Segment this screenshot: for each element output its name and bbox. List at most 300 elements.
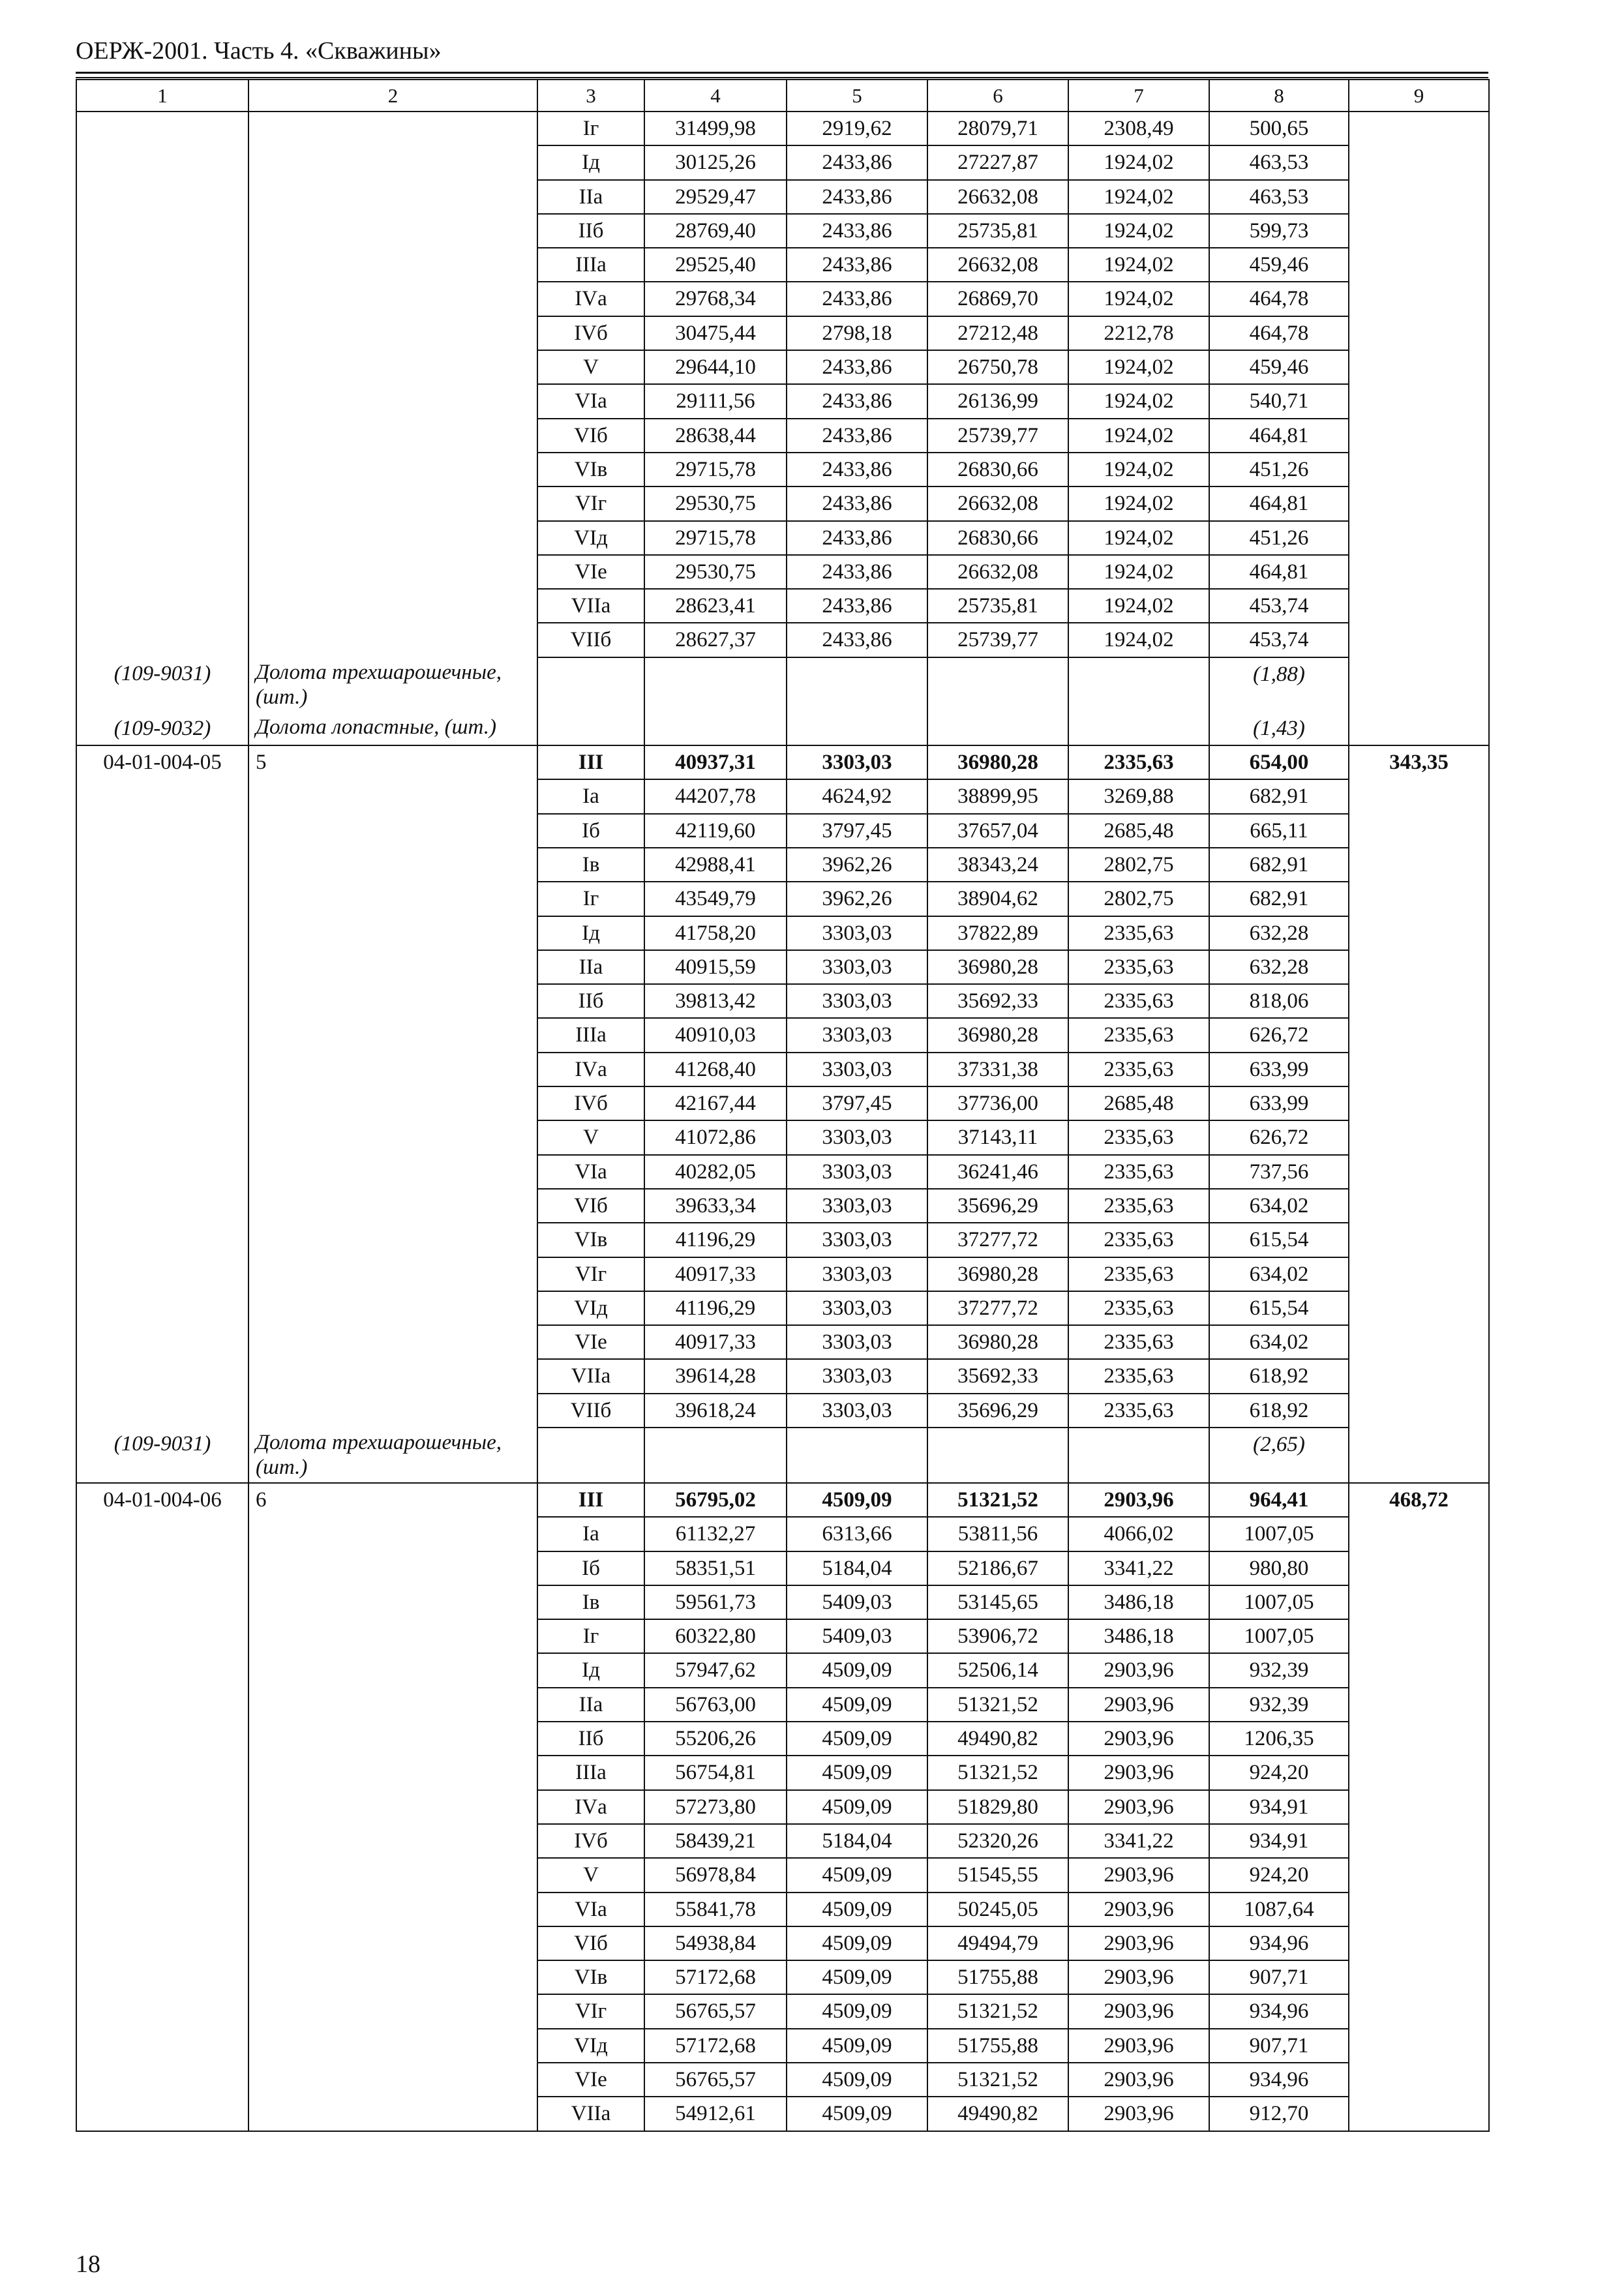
value-cell: 37736,00 — [927, 1086, 1068, 1120]
value-cell: 36241,46 — [927, 1155, 1068, 1189]
table-row — [76, 2097, 1489, 2131]
zone-cell: V — [537, 1120, 644, 1154]
total-cell — [1349, 1517, 1489, 1551]
value-cell: 4509,09 — [787, 1756, 927, 1789]
table-row — [76, 1893, 1489, 1926]
value-cell: 56795,02 — [644, 1483, 787, 1517]
value-cell: 29530,75 — [644, 486, 787, 520]
rate-name-empty — [248, 180, 537, 214]
value-cell: 28623,41 — [644, 589, 787, 623]
value-cell: 38904,62 — [927, 882, 1068, 916]
value-cell: 632,28 — [1209, 916, 1349, 950]
value-cell: 5184,04 — [787, 1551, 927, 1585]
rate-name-empty — [248, 1688, 537, 1722]
rate-code-empty — [76, 1653, 248, 1687]
value-cell: 3303,03 — [787, 1189, 927, 1223]
table-row — [76, 1325, 1489, 1359]
rate-name-empty — [248, 1551, 537, 1585]
value-cell: 2433,86 — [787, 384, 927, 418]
zone-cell: IVа — [537, 1053, 644, 1086]
value-cell: 934,96 — [1209, 1994, 1349, 2028]
table-row — [76, 214, 1489, 248]
rate-code-empty — [76, 623, 248, 657]
total-cell — [1349, 950, 1489, 984]
rate-name-empty — [248, 214, 537, 248]
zone-cell: IVб — [537, 1824, 644, 1858]
rate-code-empty — [76, 1325, 248, 1359]
value-cell: 56765,57 — [644, 2063, 787, 2097]
total-cell — [1349, 1359, 1489, 1393]
zone-cell: VIIа — [537, 2097, 644, 2131]
value-cell: 26869,70 — [927, 282, 1068, 316]
value-cell: 35692,33 — [927, 984, 1068, 1018]
value-cell: 51755,88 — [927, 1960, 1068, 1994]
total-cell — [1349, 180, 1489, 214]
table-row — [76, 779, 1489, 813]
total-cell — [1349, 1653, 1489, 1687]
value-cell: 28079,71 — [927, 112, 1068, 145]
value-cell: 40917,33 — [644, 1257, 787, 1291]
table-row — [76, 282, 1489, 316]
table-row — [76, 1551, 1489, 1585]
total-cell — [1349, 1223, 1489, 1257]
value-cell: 40937,31 — [644, 745, 787, 779]
zone-cell: VIг — [537, 1994, 644, 2028]
table-row-main — [76, 1483, 1489, 1517]
rate-name-empty — [248, 1394, 537, 1428]
rate-code-empty — [76, 1858, 248, 1892]
table-row — [76, 1155, 1489, 1189]
zone-cell: V — [537, 1858, 644, 1892]
empty-cell — [1068, 712, 1209, 745]
table-row — [76, 453, 1489, 486]
table-row — [76, 1722, 1489, 1756]
value-cell: 37277,72 — [927, 1223, 1068, 1257]
value-cell: 464,81 — [1209, 555, 1349, 589]
rate-code-empty — [76, 950, 248, 984]
value-cell: 2903,96 — [1068, 1926, 1209, 1960]
rate-name-empty — [248, 453, 537, 486]
value-cell: 51321,52 — [927, 1483, 1068, 1517]
value-cell: 924,20 — [1209, 1756, 1349, 1789]
rate-code-empty — [76, 453, 248, 486]
value-cell: 26830,66 — [927, 521, 1068, 555]
rate-code-empty — [76, 555, 248, 589]
zone-cell: III — [537, 1483, 644, 1517]
value-cell: 30475,44 — [644, 316, 787, 350]
value-cell: 2903,96 — [1068, 1994, 1209, 2028]
value-cell: 451,26 — [1209, 521, 1349, 555]
zone-cell: VIб — [537, 1189, 644, 1223]
value-cell: 2433,86 — [787, 555, 927, 589]
value-cell: 37143,11 — [927, 1120, 1068, 1154]
rate-code-empty — [76, 214, 248, 248]
value-cell: 4509,09 — [787, 1653, 927, 1687]
value-cell: 4509,09 — [787, 1893, 927, 1926]
value-cell: 615,54 — [1209, 1291, 1349, 1325]
value-cell: 29530,75 — [644, 555, 787, 589]
value-cell: 3486,18 — [1068, 1585, 1209, 1619]
total-cell — [1349, 1722, 1489, 1756]
value-cell: 4509,09 — [787, 1858, 927, 1892]
page-number: 18 — [76, 2251, 100, 2278]
rate-code — [76, 112, 248, 145]
value-cell: 5409,03 — [787, 1619, 927, 1653]
table-row — [76, 1926, 1489, 1960]
value-cell: 618,92 — [1209, 1394, 1349, 1428]
total-cell — [1349, 248, 1489, 282]
empty-cell — [537, 657, 644, 712]
zone-cell: IIIа — [537, 1018, 644, 1052]
value-cell: 2903,96 — [1068, 2029, 1209, 2063]
value-cell: 934,91 — [1209, 1790, 1349, 1824]
table-row — [76, 623, 1489, 657]
rate-name-empty — [248, 1223, 537, 1257]
value-cell: 634,02 — [1209, 1325, 1349, 1359]
zone-cell: VIа — [537, 1155, 644, 1189]
value-cell: 453,74 — [1209, 589, 1349, 623]
value-cell: 1924,02 — [1068, 282, 1209, 316]
value-cell: 58439,21 — [644, 1824, 787, 1858]
value-cell: 4509,09 — [787, 1926, 927, 1960]
value-cell: 29715,78 — [644, 521, 787, 555]
value-cell: 2433,86 — [787, 521, 927, 555]
empty-cell — [1068, 1428, 1209, 1483]
value-cell: 28769,40 — [644, 214, 787, 248]
value-cell: 51321,52 — [927, 1994, 1068, 2028]
total-cell — [1349, 589, 1489, 623]
zone-cell: IVа — [537, 1790, 644, 1824]
zone-cell: IIа — [537, 180, 644, 214]
resource-note-row — [76, 712, 1489, 745]
value-cell: 41196,29 — [644, 1291, 787, 1325]
table-row — [76, 882, 1489, 916]
resource-code: (109-9031) — [76, 657, 248, 712]
empty-cell — [787, 1428, 927, 1483]
total-cell — [1349, 453, 1489, 486]
value-cell: 39614,28 — [644, 1359, 787, 1393]
rate-code-empty — [76, 1086, 248, 1120]
value-cell: 2903,96 — [1068, 1790, 1209, 1824]
value-cell: 29111,56 — [644, 384, 787, 418]
empty-cell — [1068, 657, 1209, 712]
rate-code-empty — [76, 145, 248, 179]
value-cell: 39813,42 — [644, 984, 787, 1018]
value-cell: 1924,02 — [1068, 180, 1209, 214]
table-row — [76, 145, 1489, 179]
rate-name-empty — [248, 1926, 537, 1960]
value-cell: 2433,86 — [787, 623, 927, 657]
value-cell: 36980,28 — [927, 745, 1068, 779]
value-cell: 934,96 — [1209, 2063, 1349, 2097]
value-cell: 3303,03 — [787, 1325, 927, 1359]
table-row — [76, 521, 1489, 555]
value-cell: 2433,86 — [787, 214, 927, 248]
zone-cell: VIIб — [537, 1394, 644, 1428]
value-cell: 50245,05 — [927, 1893, 1068, 1926]
rate-code-empty — [76, 1756, 248, 1789]
value-cell: 3303,03 — [787, 1257, 927, 1291]
rate-name-empty — [248, 419, 537, 453]
value-cell: 2335,63 — [1068, 1223, 1209, 1257]
total-cell — [1349, 1018, 1489, 1052]
value-cell: 615,54 — [1209, 1223, 1349, 1257]
empty-cell — [927, 712, 1068, 745]
zone-cell: VIе — [537, 555, 644, 589]
rate-name-empty — [248, 589, 537, 623]
value-cell: 3341,22 — [1068, 1824, 1209, 1858]
value-cell: 3303,03 — [787, 950, 927, 984]
empty-cell — [1349, 657, 1489, 712]
value-cell: 818,06 — [1209, 984, 1349, 1018]
empty-cell — [537, 1428, 644, 1483]
rate-name-empty — [248, 1722, 537, 1756]
resource-note-row — [76, 657, 1489, 712]
value-cell: 924,20 — [1209, 1858, 1349, 1892]
total-cell — [1349, 1325, 1489, 1359]
value-cell: 2335,63 — [1068, 984, 1209, 1018]
table-row — [76, 350, 1489, 384]
zone-cell: IIIа — [537, 1756, 644, 1789]
table-row — [76, 419, 1489, 453]
rate-name-empty — [248, 1653, 537, 1687]
value-cell: 2335,63 — [1068, 1155, 1209, 1189]
column-number-5: 5 — [787, 80, 927, 112]
rate-name-empty — [248, 623, 537, 657]
table-row — [76, 1688, 1489, 1722]
rate-name-empty — [248, 248, 537, 282]
value-cell: 40282,05 — [644, 1155, 787, 1189]
total-cell — [1349, 419, 1489, 453]
zone-cell: VIг — [537, 486, 644, 520]
value-cell: 3303,03 — [787, 1291, 927, 1325]
value-cell: 2335,63 — [1068, 1359, 1209, 1393]
value-cell: 26632,08 — [927, 248, 1068, 282]
value-cell: 3269,88 — [1068, 779, 1209, 813]
zone-cell: Iг — [537, 882, 644, 916]
value-cell: 51755,88 — [927, 2029, 1068, 2063]
resource-code: (109-9031) — [76, 1428, 248, 1483]
total-cell — [1349, 282, 1489, 316]
value-cell: 4509,09 — [787, 1790, 927, 1824]
column-number-4: 4 — [644, 80, 787, 112]
value-cell: 37331,38 — [927, 1053, 1068, 1086]
rate-name-empty — [248, 2097, 537, 2131]
value-cell: 1007,05 — [1209, 1619, 1349, 1653]
value-cell: 51321,52 — [927, 1756, 1068, 1789]
rate-name-empty — [248, 282, 537, 316]
empty-cell — [537, 712, 644, 745]
rate-name-empty — [248, 2029, 537, 2063]
value-cell: 1924,02 — [1068, 384, 1209, 418]
total-cell — [1349, 486, 1489, 520]
total-cell — [1349, 882, 1489, 916]
value-cell: 56978,84 — [644, 1858, 787, 1892]
value-cell: 25739,77 — [927, 623, 1068, 657]
value-cell: 2335,63 — [1068, 1018, 1209, 1052]
value-cell: 2433,86 — [787, 350, 927, 384]
zone-cell: VIе — [537, 1325, 644, 1359]
value-cell: 35696,29 — [927, 1189, 1068, 1223]
value-cell: 737,56 — [1209, 1155, 1349, 1189]
table-row — [76, 1585, 1489, 1619]
value-cell: 1924,02 — [1068, 214, 1209, 248]
value-cell: 36980,28 — [927, 950, 1068, 984]
value-cell: 2335,63 — [1068, 1257, 1209, 1291]
value-cell: 2433,86 — [787, 419, 927, 453]
rate-code-empty — [76, 1189, 248, 1223]
zone-cell: VIIа — [537, 1359, 644, 1393]
value-cell: 682,91 — [1209, 848, 1349, 882]
rate-name-empty — [248, 555, 537, 589]
total-cell — [1349, 112, 1489, 145]
value-cell: 2308,49 — [1068, 112, 1209, 145]
value-cell: 932,39 — [1209, 1688, 1349, 1722]
rate-code-empty — [76, 486, 248, 520]
value-cell: 61132,27 — [644, 1517, 787, 1551]
zone-cell: Iг — [537, 1619, 644, 1653]
table-row — [76, 2063, 1489, 2097]
value-cell: 2433,86 — [787, 145, 927, 179]
value-cell: 2335,63 — [1068, 1325, 1209, 1359]
value-cell: 57947,62 — [644, 1653, 787, 1687]
resource-value: (1,88) — [1209, 657, 1349, 712]
value-cell: 2802,75 — [1068, 882, 1209, 916]
rate-name-empty — [248, 1994, 537, 2028]
total-cell — [1349, 1394, 1489, 1428]
rate-code-empty — [76, 2063, 248, 2097]
zone-cell: Iд — [537, 1653, 644, 1687]
value-cell: 27212,48 — [927, 316, 1068, 350]
rate-name-empty — [248, 2063, 537, 2097]
rate-code-empty — [76, 1257, 248, 1291]
value-cell: 912,70 — [1209, 2097, 1349, 2131]
value-cell: 26632,08 — [927, 486, 1068, 520]
zone-cell: Iб — [537, 814, 644, 848]
value-cell: 26632,08 — [927, 555, 1068, 589]
rate-code-empty — [76, 1688, 248, 1722]
total-cell — [1349, 2097, 1489, 2131]
value-cell: 2335,63 — [1068, 1394, 1209, 1428]
total-cell — [1349, 214, 1489, 248]
zone-cell: Iв — [537, 848, 644, 882]
value-cell: 907,71 — [1209, 1960, 1349, 1994]
value-cell: 2335,63 — [1068, 1120, 1209, 1154]
zone-cell: VIв — [537, 1960, 644, 1994]
value-cell: 907,71 — [1209, 2029, 1349, 2063]
value-cell: 3486,18 — [1068, 1619, 1209, 1653]
header-rule — [76, 72, 1488, 74]
value-cell: 29644,10 — [644, 350, 787, 384]
empty-cell — [644, 657, 787, 712]
rate-code-empty — [76, 384, 248, 418]
rate-name-empty — [248, 916, 537, 950]
empty-cell — [644, 1428, 787, 1483]
resource-value: (1,43) — [1209, 712, 1349, 745]
rate-name: 5 — [248, 745, 537, 779]
value-cell: 2335,63 — [1068, 1291, 1209, 1325]
value-cell: 37277,72 — [927, 1291, 1068, 1325]
value-cell: 1924,02 — [1068, 419, 1209, 453]
value-cell: 1924,02 — [1068, 145, 1209, 179]
empty-cell — [1349, 712, 1489, 745]
value-cell: 599,73 — [1209, 214, 1349, 248]
value-cell: 49494,79 — [927, 1926, 1068, 1960]
value-cell: 1007,05 — [1209, 1517, 1349, 1551]
value-cell: 4509,09 — [787, 2029, 927, 2063]
rate-name-empty — [248, 316, 537, 350]
value-cell: 40915,59 — [644, 950, 787, 984]
value-cell: 451,26 — [1209, 453, 1349, 486]
value-cell: 2903,96 — [1068, 1893, 1209, 1926]
zone-cell: Iг — [537, 112, 644, 145]
zone-cell: IVб — [537, 316, 644, 350]
value-cell: 2433,86 — [787, 282, 927, 316]
zone-cell: VIд — [537, 1291, 644, 1325]
column-number-3: 3 — [537, 80, 644, 112]
value-cell: 464,81 — [1209, 419, 1349, 453]
value-cell: 56763,00 — [644, 1688, 787, 1722]
value-cell: 665,11 — [1209, 814, 1349, 848]
rate-code-empty — [76, 419, 248, 453]
empty-cell — [1349, 1428, 1489, 1483]
table-row — [76, 848, 1489, 882]
table-row — [76, 248, 1489, 282]
zone-cell: VIв — [537, 453, 644, 486]
value-cell: 42988,41 — [644, 848, 787, 882]
value-cell: 459,46 — [1209, 350, 1349, 384]
table-row — [76, 1257, 1489, 1291]
rate-name-empty — [248, 1086, 537, 1120]
zone-cell: VIIб — [537, 623, 644, 657]
value-cell: 4509,09 — [787, 1722, 927, 1756]
value-cell: 3303,03 — [787, 1053, 927, 1086]
value-cell: 29529,47 — [644, 180, 787, 214]
value-cell: 2903,96 — [1068, 1960, 1209, 1994]
value-cell: 4509,09 — [787, 2063, 927, 2097]
value-cell: 3303,03 — [787, 745, 927, 779]
value-cell: 51321,52 — [927, 2063, 1068, 2097]
total-cell: 343,35 — [1349, 745, 1489, 779]
value-cell: 43549,79 — [644, 882, 787, 916]
value-cell: 55206,26 — [644, 1722, 787, 1756]
value-cell: 3341,22 — [1068, 1551, 1209, 1585]
zone-cell: IIб — [537, 984, 644, 1018]
value-cell: 54938,84 — [644, 1926, 787, 1960]
zone-cell: VIд — [537, 2029, 644, 2063]
rate-code-empty — [76, 1359, 248, 1393]
value-cell: 57172,68 — [644, 2029, 787, 2063]
empty-cell — [927, 1428, 1068, 1483]
value-cell: 540,71 — [1209, 384, 1349, 418]
zone-cell: V — [537, 350, 644, 384]
total-cell — [1349, 1858, 1489, 1892]
value-cell: 654,00 — [1209, 745, 1349, 779]
column-number-2: 2 — [248, 80, 537, 112]
value-cell: 27227,87 — [927, 145, 1068, 179]
rate-code-empty — [76, 1960, 248, 1994]
value-cell: 2903,96 — [1068, 1722, 1209, 1756]
column-numbers-row — [76, 80, 1489, 112]
value-cell: 626,72 — [1209, 1120, 1349, 1154]
value-cell: 964,41 — [1209, 1483, 1349, 1517]
total-cell — [1349, 1189, 1489, 1223]
rate-code-empty — [76, 316, 248, 350]
value-cell: 2433,86 — [787, 589, 927, 623]
zone-cell: VIб — [537, 419, 644, 453]
zone-cell: Iа — [537, 1517, 644, 1551]
rate-name-empty — [248, 1790, 537, 1824]
